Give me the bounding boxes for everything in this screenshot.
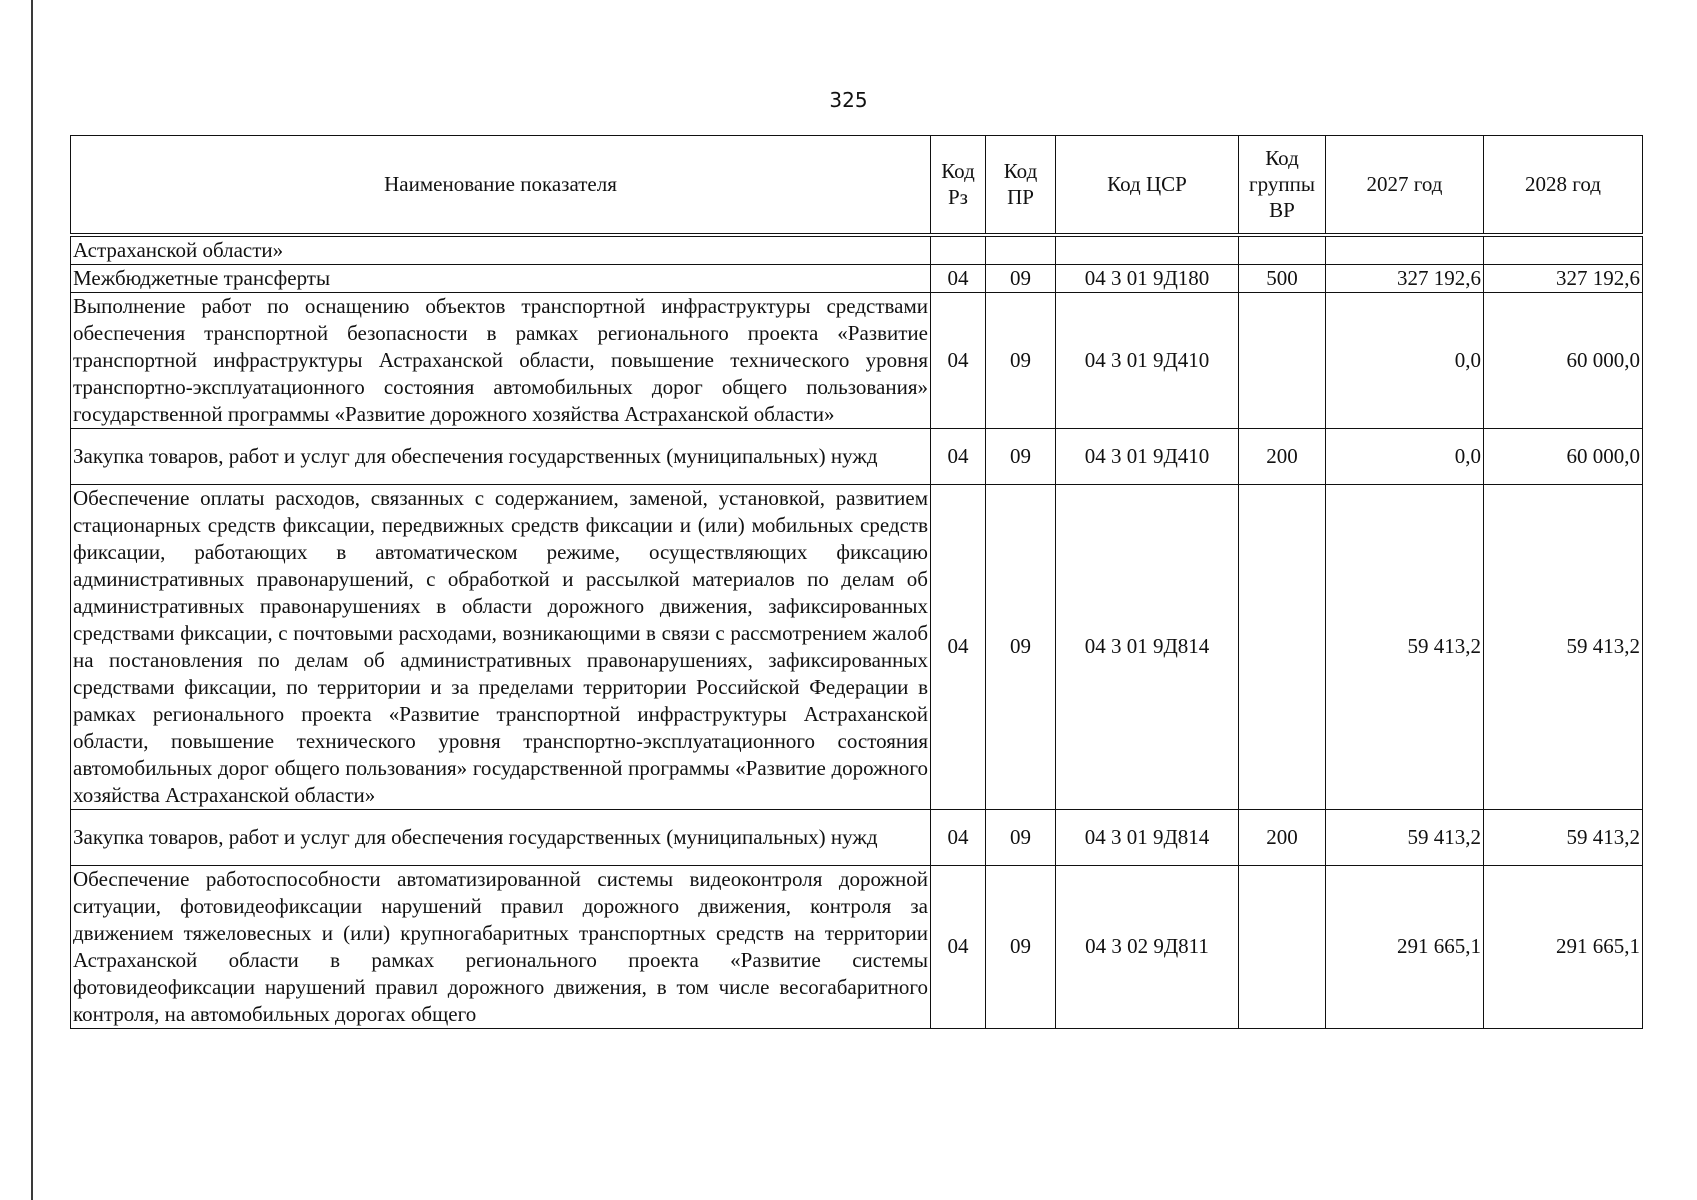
cell-rz [931,235,986,265]
cell-2028: 59 413,2 [1484,484,1643,809]
cell-2028: 59 413,2 [1484,809,1643,865]
cell-name: Закупка товаров, работ и услуг для обеспечения государственных (муниципальных) нужд [71,809,931,865]
cell-csr: 04 3 01 9Д410 [1056,292,1239,428]
cell-rz: 04 [931,865,986,1028]
cell-2028: 327 192,6 [1484,264,1643,292]
cell-2027: 59 413,2 [1326,809,1484,865]
header-csr: Код ЦСР [1056,136,1239,235]
table-row [71,809,1643,865]
table-row [71,292,1643,428]
header-2027: 2027 год [1326,136,1484,235]
cell-pr: 09 [986,292,1056,428]
cell-2028: 291 665,1 [1484,865,1643,1028]
header-rz: Код Рз [931,136,986,235]
cell-vr [1239,292,1326,428]
page-number: 325 [829,88,868,112]
cell-2028: 60 000,0 [1484,292,1643,428]
cell-rz: 04 [931,292,986,428]
cell-rz: 04 [931,809,986,865]
cell-2028: 60 000,0 [1484,428,1643,484]
table-row [71,235,1643,265]
cell-2028 [1484,235,1643,265]
cell-name: Астраханской области» [71,235,931,265]
table-row [71,865,1643,1028]
table-row [71,484,1643,809]
cell-rz: 04 [931,428,986,484]
cell-vr: 200 [1239,428,1326,484]
cell-2027 [1326,235,1484,265]
cell-name: Межбюджетные трансферты [71,264,931,292]
cell-pr: 09 [986,809,1056,865]
table-header-row [71,136,1643,235]
cell-pr: 09 [986,264,1056,292]
header-name: Наименование показателя [71,136,931,235]
cell-vr [1239,484,1326,809]
cell-vr [1239,235,1326,265]
cell-vr: 500 [1239,264,1326,292]
cell-csr: 04 3 02 9Д811 [1056,865,1239,1028]
cell-rz: 04 [931,484,986,809]
cell-name: Закупка товаров, работ и услуг для обеспечения государственных (муниципальных) нужд [71,428,931,484]
page-margin-line [31,0,33,1200]
cell-2027: 327 192,6 [1326,264,1484,292]
header-2028: 2028 год [1484,136,1643,235]
cell-pr: 09 [986,484,1056,809]
cell-pr: 09 [986,865,1056,1028]
cell-2027: 291 665,1 [1326,865,1484,1028]
table-row [71,428,1643,484]
cell-name: Выполнение работ по оснащению объектов транспортной инфраструктуры средствами обеспечения транспортной безопасности в рамках регионального проекта «Развитие транспортной инфраструктуры Астраханской области, повышение технического уровня транспортно-эксплуатационного состояния автомобильных дорог общего пользования» государственной программы «Развитие дорожного хозяйства Астраханской области» [71,292,931,428]
cell-name: Обеспечение работоспособности автоматизированной системы видеоконтроля дорожной ситуации, фотовидеофиксации нарушений правил дорожного движения, контроля за движением тяжеловесных и (или) крупногабаритных транспортных средств на территории Астраханской области в рамках регионального проекта «Развитие системы фотовидеофиксации нарушений правил дорожного движения, в том числе весогабаритного контроля, на автомобильных дорогах общего [71,865,931,1028]
cell-csr: 04 3 01 9Д410 [1056,428,1239,484]
cell-pr: 09 [986,428,1056,484]
cell-name: Обеспечение оплаты расходов, связанных с содержанием, заменой, установкой, развитием стационарных средств фиксации, передвижных средств фиксации и (или) мобильных средств фиксации, работающих в автоматическом режиме, осуществляющих фиксацию административных правонарушений, с обработкой и рассылкой материалов по делам об административных правонарушениях в области дорожного движения, зафиксированных средствами фиксации, с почтовыми расходами, возникающими в связи с рассмотрением жалоб на постановления по делам об административных правонарушениях, зафиксированных средствами фиксации, по территории и за пределами территории Российской Федерации в рамках регионального проекта «Развитие транспортной инфраструктуры Астраханской области, повышение технического уровня транспортно-эксплуатационного состояния автомобильных дорог общего пользования» государственной программы «Развитие дорожного хозяйства Астраханской области» [71,484,931,809]
cell-vr [1239,865,1326,1028]
cell-csr: 04 3 01 9Д180 [1056,264,1239,292]
cell-pr [986,235,1056,265]
header-pr: Код ПР [986,136,1056,235]
cell-csr: 04 3 01 9Д814 [1056,809,1239,865]
cell-2027: 59 413,2 [1326,484,1484,809]
header-vr: Код группы ВР [1239,136,1326,235]
cell-2027: 0,0 [1326,428,1484,484]
cell-rz: 04 [931,264,986,292]
budget-table [70,135,1643,1029]
table-row [71,264,1643,292]
cell-csr [1056,235,1239,265]
cell-2027: 0,0 [1326,292,1484,428]
cell-vr: 200 [1239,809,1326,865]
cell-csr: 04 3 01 9Д814 [1056,484,1239,809]
